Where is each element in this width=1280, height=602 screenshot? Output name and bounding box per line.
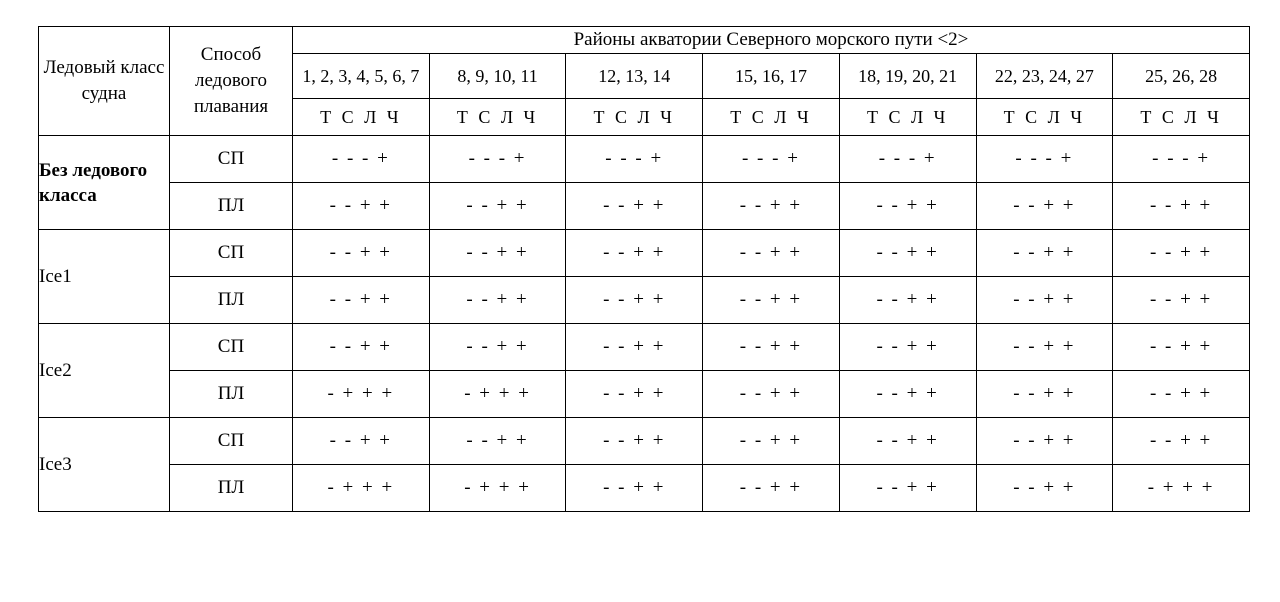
header-zone-1: 1, 2, 3, 4, 5, 6, 7 xyxy=(293,54,430,99)
cell-value: - - - + xyxy=(1113,136,1250,183)
table-row xyxy=(39,465,1250,512)
cell-value: - - + + xyxy=(839,371,976,418)
cell-value: - - + + xyxy=(839,324,976,371)
header-zone-4: 15, 16, 17 xyxy=(703,54,840,99)
cell-value: - - - + xyxy=(293,136,430,183)
cell-value: - - + + xyxy=(703,183,840,230)
cell-value: - - + + xyxy=(566,418,703,465)
cell-value: - - + + xyxy=(293,277,430,324)
cell-value: - - + + xyxy=(839,183,976,230)
cell-value: - + + + xyxy=(429,371,566,418)
table-row xyxy=(39,324,1250,371)
row-mode-3-1: ПЛ xyxy=(170,465,293,512)
cell-value: - - + + xyxy=(976,277,1113,324)
cell-value: - - + + xyxy=(1113,324,1250,371)
header-regions-title: Районы акватории Северного морского пути <2> xyxy=(293,27,1250,54)
row-mode-0-1: ПЛ xyxy=(170,183,293,230)
table-row xyxy=(39,183,1250,230)
cell-value: - - + + xyxy=(976,230,1113,277)
cell-value: - - + + xyxy=(839,418,976,465)
cell-value: - - - + xyxy=(976,136,1113,183)
header-navigation-mode: Способ ледового плавания xyxy=(170,27,293,136)
row-ice-class-1: Ice1 xyxy=(39,230,170,324)
cell-value: - - + + xyxy=(1113,183,1250,230)
cell-value: - - + + xyxy=(293,418,430,465)
header-zone-6: 22, 23, 24, 27 xyxy=(976,54,1113,99)
cell-value: - - + + xyxy=(839,277,976,324)
cell-value: - + + + xyxy=(293,465,430,512)
cell-value: - - + + xyxy=(839,230,976,277)
cell-value: - - + + xyxy=(429,277,566,324)
table-header-row-1 xyxy=(39,27,1250,54)
header-period-3: Т С Л Ч xyxy=(566,99,703,136)
cell-value: - - + + xyxy=(976,324,1113,371)
header-period-1: Т С Л Ч xyxy=(293,99,430,136)
cell-value: - - + + xyxy=(703,418,840,465)
row-mode-2-1: ПЛ xyxy=(170,371,293,418)
cell-value: - - + + xyxy=(429,183,566,230)
row-mode-1-0: СП xyxy=(170,230,293,277)
header-zone-3: 12, 13, 14 xyxy=(566,54,703,99)
header-period-6: Т С Л Ч xyxy=(976,99,1113,136)
table-row xyxy=(39,371,1250,418)
cell-value: - - - + xyxy=(566,136,703,183)
row-mode-1-1: ПЛ xyxy=(170,277,293,324)
cell-value: - - + + xyxy=(429,418,566,465)
cell-value: - - + + xyxy=(293,183,430,230)
cell-value: - - + + xyxy=(566,230,703,277)
row-ice-class-0: Без ледового класса xyxy=(39,136,170,230)
row-mode-0-0: СП xyxy=(170,136,293,183)
cell-value: - - + + xyxy=(1113,371,1250,418)
header-ship-ice-class: Ледовый класс судна xyxy=(39,27,170,136)
row-ice-class-2: Ice2 xyxy=(39,324,170,418)
cell-value: - - + + xyxy=(703,230,840,277)
table-row xyxy=(39,277,1250,324)
table-row xyxy=(39,136,1250,183)
header-zone-7: 25, 26, 28 xyxy=(1113,54,1250,99)
cell-value: - - + + xyxy=(1113,277,1250,324)
cell-value: - - + + xyxy=(293,230,430,277)
cell-value: - - + + xyxy=(839,465,976,512)
header-period-5: Т С Л Ч xyxy=(839,99,976,136)
cell-value: - - + + xyxy=(293,324,430,371)
cell-value: - - + + xyxy=(703,465,840,512)
header-period-2: Т С Л Ч xyxy=(429,99,566,136)
cell-value: - - + + xyxy=(703,277,840,324)
ice-navigation-criteria-table xyxy=(38,26,1250,512)
cell-value: - - - + xyxy=(839,136,976,183)
cell-value: - - + + xyxy=(429,324,566,371)
cell-value: - - + + xyxy=(566,371,703,418)
header-zone-5: 18, 19, 20, 21 xyxy=(839,54,976,99)
cell-value: - - + + xyxy=(566,324,703,371)
cell-value: - - + + xyxy=(1113,230,1250,277)
cell-value: - - + + xyxy=(429,230,566,277)
cell-value: - - - + xyxy=(429,136,566,183)
table-row xyxy=(39,230,1250,277)
cell-value: - - + + xyxy=(566,183,703,230)
cell-value: - - + + xyxy=(976,418,1113,465)
row-ice-class-3: Ice3 xyxy=(39,418,170,512)
cell-value: - - + + xyxy=(703,324,840,371)
cell-value: - - + + xyxy=(703,371,840,418)
cell-value: - - + + xyxy=(976,371,1113,418)
cell-value: - - + + xyxy=(566,277,703,324)
cell-value: - - - + xyxy=(703,136,840,183)
cell-value: - - + + xyxy=(1113,418,1250,465)
cell-value: - + + + xyxy=(293,371,430,418)
cell-value: - + + + xyxy=(1113,465,1250,512)
header-period-4: Т С Л Ч xyxy=(703,99,840,136)
header-period-7: Т С Л Ч xyxy=(1113,99,1250,136)
row-mode-3-0: СП xyxy=(170,418,293,465)
header-zone-2: 8, 9, 10, 11 xyxy=(429,54,566,99)
cell-value: - - + + xyxy=(566,465,703,512)
row-mode-2-0: СП xyxy=(170,324,293,371)
cell-value: - - + + xyxy=(976,465,1113,512)
table-row xyxy=(39,418,1250,465)
cell-value: - - + + xyxy=(976,183,1113,230)
cell-value: - + + + xyxy=(429,465,566,512)
